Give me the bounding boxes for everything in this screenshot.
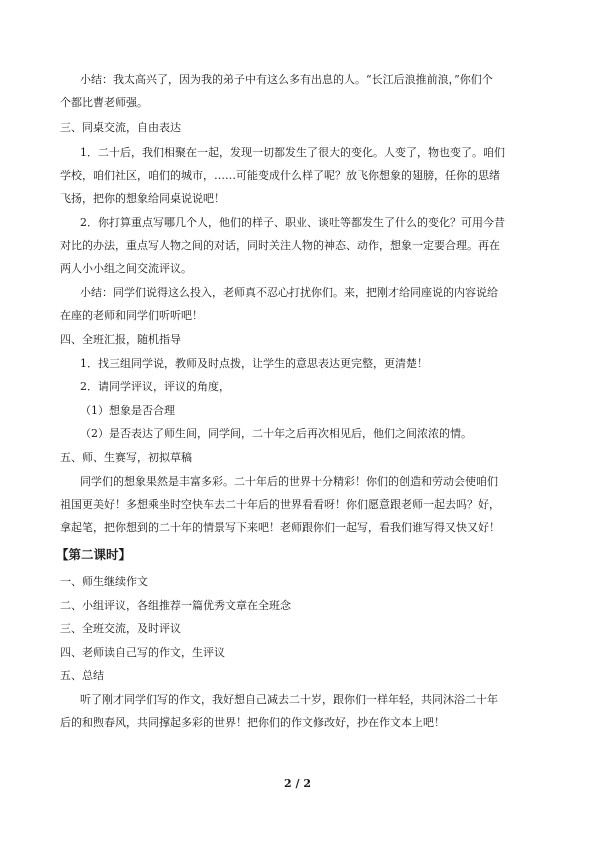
paragraph-line: 学校，咱们社区，咱们的城市，……可能变成什么样了呢？放飞你想象的翅膀，任你的思绪 bbox=[60, 169, 500, 182]
section-heading-4: 四、全班汇报，随机指导 bbox=[60, 333, 181, 346]
list-item: 1．找三组同学说，教师及时点拨，让学生的意思表达更完整，更清楚！ bbox=[80, 357, 428, 370]
paragraph-line: 在座的老师和同学们听听吧！ bbox=[60, 309, 203, 322]
list-item: 二、小组评议，各组推荐一篇优秀文章在全班念 bbox=[60, 599, 291, 612]
paragraph-line: 后的和煦春风，共同撑起多彩的世界！把你们的作文修改好，抄在作文本上吧！ bbox=[60, 716, 445, 729]
paragraph-line: 1．二十后，我们相聚在一起，发现一切都发生了很大的变化。人变了，物也变了。咱们 bbox=[80, 146, 505, 159]
list-item: 三、全班交流，及时评议 bbox=[60, 622, 181, 635]
list-item: 四、老师读自己写的作文，生评议 bbox=[60, 646, 225, 659]
section-heading-5: 五、师、生赛写，初拟草稿 bbox=[60, 451, 192, 464]
paragraph-line: 两人小小组之间交流评议。 bbox=[60, 262, 192, 275]
paragraph-line: 飞扬，把你的想象给同桌说说吧！ bbox=[60, 192, 225, 205]
paragraph-line: 祖国更美好！多想乘坐时空快车去二十年后的世界看看呀！你们愿意跟老师一起去吗？好， bbox=[60, 498, 500, 511]
lesson-section-heading: 【第二课时】 bbox=[56, 547, 132, 562]
paragraph-line: 个都比曹老师强。 bbox=[60, 96, 148, 109]
paragraph-line: 拿起笔，把你想到的二十年的情景写下来吧！老师跟你们一起写，看我们谁写得又快又好！ bbox=[60, 521, 500, 534]
paragraph-line: 2．你打算重点写哪几个人，他们的样子、职业、谈吐等都发生了什么的变化？可用今昔 bbox=[80, 216, 505, 229]
list-item: （2）是否表达了师生间，同学间，二十年之后再次相见后，他们之间浓浓的情。 bbox=[80, 427, 472, 440]
list-item: 2．请同学评议，评议的角度， bbox=[80, 380, 230, 393]
section-heading-3: 三、同桌交流，自由表达 bbox=[60, 121, 181, 134]
paragraph-line: 小结：我太高兴了，因为我的弟子中有这么多有出息的人。“长江后浪推前浪，”你们个 bbox=[80, 73, 493, 86]
list-item: 一、师生继续作文 bbox=[60, 575, 148, 588]
list-item: （1）想象是否合理 bbox=[80, 404, 175, 417]
page-number: 2 / 2 bbox=[284, 777, 311, 790]
paragraph-line: 听了刚才同学们写的作文，我好想自己减去二十岁，跟你们一样年轻，共同沐浴二十年 bbox=[80, 693, 498, 706]
paragraph-line: 对比的办法，重点写人物之间的对话，同时关注人物的神态、动作，想象一定要合理。再在 bbox=[60, 239, 500, 252]
paragraph-line: 小结：同学们说得这么投入，老师真不忍心打扰你们。来，把刚才给同座说的内容说给 bbox=[80, 286, 498, 299]
list-item: 五、总结 bbox=[60, 669, 104, 682]
paragraph-line: 同学们的想象果然是丰富多彩。二十年后的世界十分精彩！你们的创造和劳动会使咱们 bbox=[80, 475, 498, 488]
